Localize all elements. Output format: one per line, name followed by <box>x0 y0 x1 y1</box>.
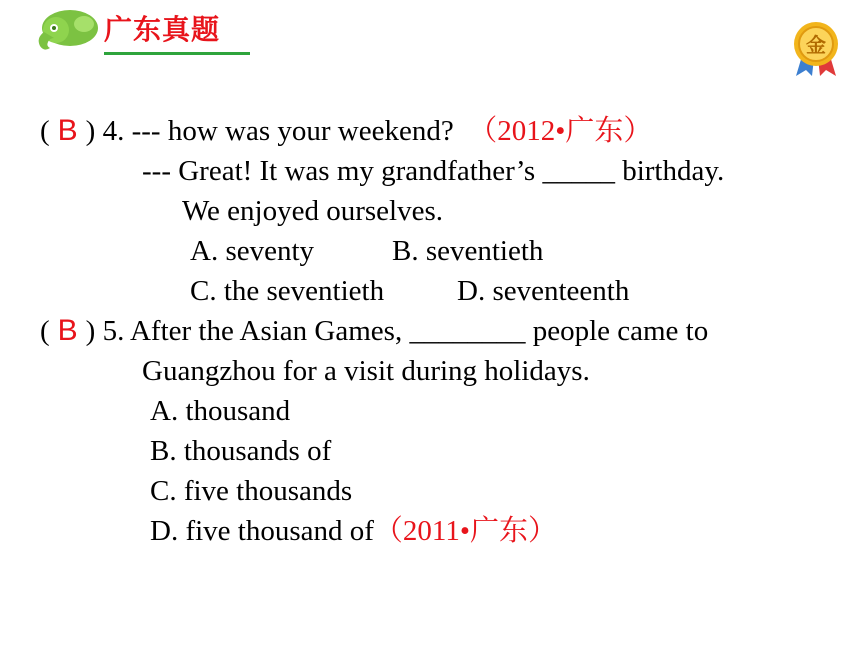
q5-option-d-line <box>150 514 557 548</box>
q4-line2: --- Great! It was my grandfather’s _____ birthday. <box>142 155 725 187</box>
q5-option-b: B. thousands of <box>150 435 332 467</box>
q5-stem: 5. After the Asian Games, ________ people came to <box>95 315 709 347</box>
q4-answer: B <box>57 114 78 147</box>
q5-open-paren: ( <box>40 315 50 347</box>
q4-close-paren: ) <box>85 115 96 147</box>
q4-option-b: B. seventieth <box>392 235 544 267</box>
q4-option-a: A. seventy <box>190 235 315 267</box>
q5-option-a: A. thousand <box>150 395 291 427</box>
title-underline <box>104 52 250 55</box>
q4-line3: We enjoyed ourselves. <box>182 195 443 227</box>
q5-close-paren: ) <box>85 315 96 347</box>
q4-stem-line <box>40 114 652 148</box>
q4-source: （2012•广东） <box>468 115 653 147</box>
page-title: 广东真题 <box>104 13 221 46</box>
q5-option-d: D. five thousand of <box>150 515 374 547</box>
q5-source: （2011•广东） <box>373 515 557 547</box>
q5-stem-line <box>40 314 708 348</box>
q5-line2: Guangzhou for a visit during holidays. <box>142 355 590 387</box>
elephant-logo-icon <box>34 6 104 54</box>
q4-stem: 4. --- how was your weekend? <box>95 115 469 147</box>
medal-label: 金 <box>806 33 826 57</box>
q4-option-c: C. the seventieth <box>190 275 385 307</box>
q5-answer: B <box>57 314 78 347</box>
q4-option-d: D. seventeenth <box>457 275 630 307</box>
gold-medal-icon <box>790 20 842 78</box>
q4-open-paren: ( <box>40 115 50 147</box>
q5-option-c: C. five thousands <box>150 475 353 507</box>
